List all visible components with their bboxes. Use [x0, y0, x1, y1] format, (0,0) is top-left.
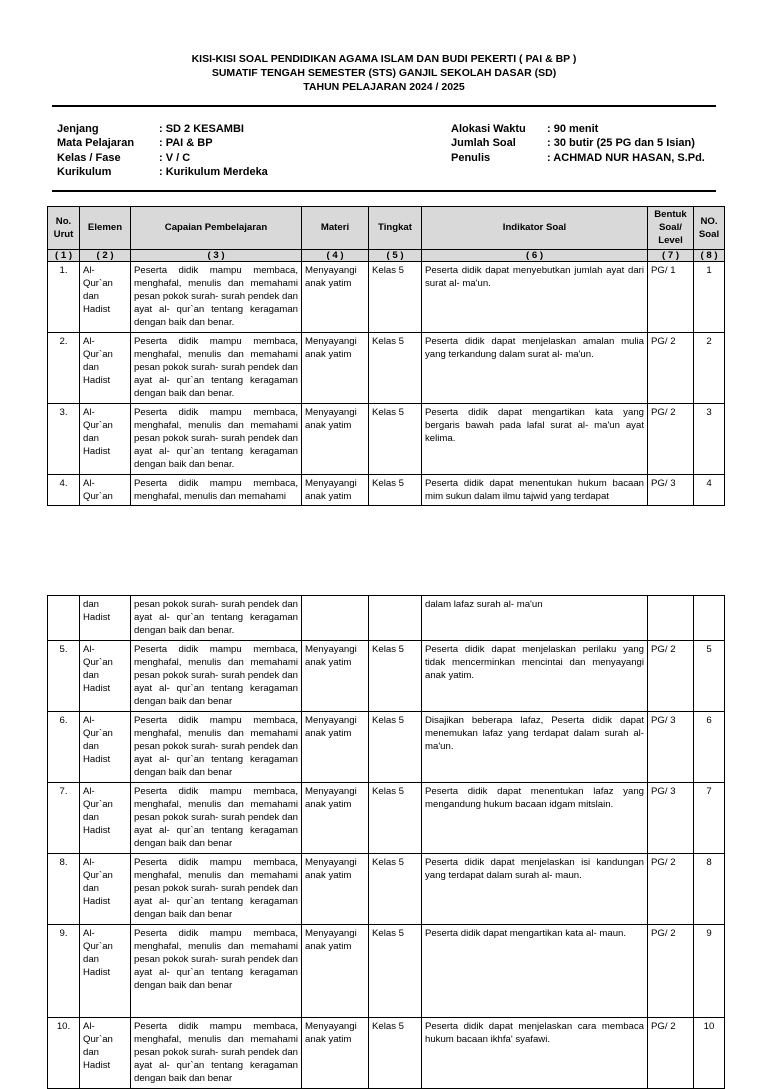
cell-bentuk: PG/ 2 — [648, 1017, 694, 1088]
cell-no-soal: 7 — [694, 782, 725, 853]
cell-indikator: Peserta didik dapat menentukan hukum bacaan mim sukun dalam ilmu tajwid yang terdapat — [422, 474, 648, 505]
cell-elemen: Al- Qur`an dan Hadist — [80, 782, 131, 853]
cell-no: 9. — [48, 924, 80, 1017]
cell-bentuk: PG/ 2 — [648, 640, 694, 711]
cell-indikator: Peserta didik dapat mengartikan kata al- maun. — [422, 924, 648, 1017]
cell-bentuk: PG/ 2 — [648, 332, 694, 403]
cell-bentuk: PG/ 2 — [648, 403, 694, 474]
cell-materi — [302, 596, 369, 641]
colnum-8: ( 8 ) — [694, 249, 725, 261]
cell-bentuk: PG/ 3 — [648, 711, 694, 782]
colnum-5: ( 5 ) — [369, 249, 422, 261]
cell-tingkat: Kelas 5 — [369, 332, 422, 403]
cell-materi: Menyayangi anak yatim — [302, 782, 369, 853]
cell-no-soal: 5 — [694, 640, 725, 711]
table-row — [48, 332, 725, 403]
top-rule — [52, 105, 716, 107]
cell-indikator: Peserta didik dapat menjelaskan perilaku yang tidak mencerminkan mencintai dan menyayangi anak yatim. — [422, 640, 648, 711]
cell-no: 3. — [48, 403, 80, 474]
cell-elemen: Al- Qur`an dan Hadist — [80, 261, 131, 332]
cell-capaian: Peserta didik mampu membaca, menghafal, menulis dan memahami pesan pokok surah- surah pendek dan ayat al- qur`an tentang keragaman dengan baik dan benar. — [131, 261, 302, 332]
doc-title-line2: SUMATIF TENGAH SEMESTER (STS) GANJIL SEKOLAH DASAR (SD) — [211, 67, 557, 79]
cell-bentuk: PG/ 2 — [648, 924, 694, 1017]
cell-materi: Menyayangi anak yatim — [302, 403, 369, 474]
th-no-urut: No. Urut — [48, 207, 80, 250]
cell-no-soal: 1 — [694, 261, 725, 332]
cell-tingkat: Kelas 5 — [369, 782, 422, 853]
cell-bentuk: PG/ 1 — [648, 261, 694, 332]
kisi-table-page1 — [47, 206, 725, 506]
table-row — [48, 1017, 725, 1088]
kisi-table-page2 — [47, 595, 725, 1089]
cell-indikator: Peserta didik dapat mengartikan kata yang bergaris bawah pada lafal surat al- ma'un ayat kelima. — [422, 403, 648, 474]
colnum-6: ( 6 ) — [422, 249, 648, 261]
cell-no-soal: 10 — [694, 1017, 725, 1088]
cell-tingkat: Kelas 5 — [369, 261, 422, 332]
info-label-jenjang: Jenjang — [57, 123, 99, 135]
cell-no-soal: 2 — [694, 332, 725, 403]
cell-materi: Menyayangi anak yatim — [302, 640, 369, 711]
cell-capaian: Peserta didik mampu membaca, menghafal, menulis dan memahami pesan pokok surah- surah pendek dan ayat al- qur`an tentang keragaman dengan baik dan benar — [131, 782, 302, 853]
cell-elemen: Al- Qur`an — [80, 474, 131, 505]
cell-indikator: dalam lafaz surah al- ma'un — [422, 596, 648, 641]
cell-no: 4. — [48, 474, 80, 505]
info-label-mapel: Mata Pelajaran — [57, 137, 135, 150]
info-label-penulis: Penulis — [451, 151, 491, 164]
info-label-jumlah: Jumlah Soal — [451, 137, 516, 150]
cell-materi: Menyayangi anak yatim — [302, 924, 369, 1017]
table-row — [48, 474, 725, 505]
info-label-kelas: Kelas / Fase — [57, 151, 121, 164]
info-value-mapel: : PAI & BP — [159, 137, 213, 150]
th-capaian: Capaian Pembelajaran — [131, 207, 302, 250]
cell-bentuk: PG/ 2 — [648, 853, 694, 924]
info-label-alokasi: Alokasi Waktu — [451, 123, 526, 135]
cell-indikator: Disajikan beberapa lafaz, Peserta didik dapat menemukan lafaz yang terdapat dalam surah al- ma'un. — [422, 711, 648, 782]
cell-capaian: Peserta didik mampu membaca, menghafal, menulis dan memahami pesan pokok surah- surah pendek dan ayat al- qur`an tentang keragaman dengan baik dan benar — [131, 711, 302, 782]
info-value-alokasi: : 90 menit — [547, 123, 599, 135]
info-right-values — [547, 122, 705, 165]
bottom-rule — [52, 190, 716, 192]
cell-no: 1. — [48, 261, 80, 332]
cell-no-soal: 3 — [694, 403, 725, 474]
cell-materi: Menyayangi anak yatim — [302, 1017, 369, 1088]
cell-bentuk: PG/ 3 — [648, 474, 694, 505]
colnum-3: ( 3 ) — [131, 249, 302, 261]
colnum-7: ( 7 ) — [648, 249, 694, 261]
th-indikator: Indikator Soal — [422, 207, 648, 250]
th-elemen: Elemen — [80, 207, 131, 250]
cell-no-soal: 8 — [694, 853, 725, 924]
doc-title-line1: KISI-KISI SOAL PENDIDIKAN AGAMA ISLAM DAN BUDI PEKERTI ( PAI & BP ) — [191, 53, 577, 65]
cell-tingkat: Kelas 5 — [369, 474, 422, 505]
cell-indikator: Peserta didik dapat menjelaskan cara membaca hukum bacaan ikhfa' syafawi. — [422, 1017, 648, 1088]
cell-elemen: dan Hadist — [80, 596, 131, 641]
cell-no-soal: 9 — [694, 924, 725, 1017]
cell-tingkat — [369, 596, 422, 641]
cell-capaian: Peserta didik mampu membaca, menghafal, menulis dan memahami pesan pokok surah- surah pendek dan ayat al- qur`an tentang keragaman dengan baik dan benar — [131, 1017, 302, 1088]
cell-capaian: pesan pokok surah- surah pendek dan ayat al- qur`an tentang keragaman dengan baik dan benar. — [131, 596, 302, 641]
cell-capaian: Peserta didik mampu membaca, menghafal, menulis dan memahami pesan pokok surah- surah pendek dan ayat al- qur`an tentang keragaman dengan baik dan benar. — [131, 403, 302, 474]
cell-tingkat: Kelas 5 — [369, 853, 422, 924]
info-right-labels — [451, 122, 526, 165]
cell-no: 6. — [48, 711, 80, 782]
info-value-jenjang: : SD 2 KESAMBI — [159, 123, 244, 135]
cell-no: 7. — [48, 782, 80, 853]
info-value-kurikulum: : Kurikulum Merdeka — [159, 165, 268, 178]
info-value-kelas: : V / C — [159, 151, 191, 164]
cell-no: 5. — [48, 640, 80, 711]
cell-elemen: Al- Qur`an dan Hadist — [80, 924, 131, 1017]
cell-no-soal: 4 — [694, 474, 725, 505]
table-colnum-row — [48, 249, 725, 261]
cell-tingkat: Kelas 5 — [369, 711, 422, 782]
doc-title-line3: TAHUN PELAJARAN 2024 / 2025 — [303, 81, 465, 93]
info-label-kurikulum: Kurikulum — [57, 165, 112, 178]
cell-no — [48, 596, 80, 641]
cell-indikator: Peserta didik dapat menjelaskan isi kandungan yang terdapat dalam surah al- maun. — [422, 853, 648, 924]
cell-indikator: Peserta didik dapat menyebutkan jumlah ayat dari surat al- ma'un. — [422, 261, 648, 332]
cell-elemen: Al- Qur`an dan Hadist — [80, 332, 131, 403]
table-header-row — [48, 207, 725, 250]
cell-elemen: Al- Qur`an dan Hadist — [80, 403, 131, 474]
cell-capaian: Peserta didik mampu membaca, menghafal, menulis dan memahami pesan pokok surah- surah pendek dan ayat al- qur`an tentang keragaman dengan baik dan benar — [131, 924, 302, 1017]
cell-elemen: Al- Qur`an dan Hadist — [80, 640, 131, 711]
cell-indikator: Peserta didik dapat menentukan lafaz yang mengandung hukum bacaan idgam mitslain. — [422, 782, 648, 853]
th-materi: Materi — [302, 207, 369, 250]
cell-materi: Menyayangi anak yatim — [302, 711, 369, 782]
info-left-values — [159, 122, 268, 179]
cell-indikator: Peserta didik dapat menjelaskan amalan mulia yang terkandung dalam surat al- ma'un. — [422, 332, 648, 403]
table-row — [48, 261, 725, 332]
cell-elemen: Al- Qur`an dan Hadist — [80, 711, 131, 782]
info-value-jumlah: : 30 butir (25 PG dan 5 Isian) — [547, 137, 695, 150]
cell-capaian: Peserta didik mampu membaca, menghafal, menulis dan memahami — [131, 474, 302, 505]
cell-no: 2. — [48, 332, 80, 403]
th-tingkat: Tingkat — [369, 207, 422, 250]
table-row — [48, 924, 725, 1017]
cell-bentuk: PG/ 3 — [648, 782, 694, 853]
table-row — [48, 640, 725, 711]
cell-capaian: Peserta didik mampu membaca, menghafal, menulis dan memahami pesan pokok surah- surah pendek dan ayat al- qur`an tentang keragaman dengan baik dan benar — [131, 640, 302, 711]
cell-bentuk — [648, 596, 694, 641]
cell-tingkat: Kelas 5 — [369, 403, 422, 474]
cell-tingkat: Kelas 5 — [369, 1017, 422, 1088]
cell-tingkat: Kelas 5 — [369, 924, 422, 1017]
cell-tingkat: Kelas 5 — [369, 640, 422, 711]
info-left-labels — [57, 122, 134, 179]
cell-no-soal: 6 — [694, 711, 725, 782]
colnum-4: ( 4 ) — [302, 249, 369, 261]
colnum-2: ( 2 ) — [80, 249, 131, 261]
table-row — [48, 782, 725, 853]
cell-capaian: Peserta didik mampu membaca, menghafal, menulis dan memahami pesan pokok surah- surah pendek dan ayat al- qur`an tentang keragaman dengan baik dan benar. — [131, 332, 302, 403]
cell-capaian: Peserta didik mampu membaca, menghafal, menulis dan memahami pesan pokok surah- surah pendek dan ayat al- qur`an tentang keragaman dengan baik dan benar — [131, 853, 302, 924]
table-row — [48, 853, 725, 924]
cell-materi: Menyayangi anak yatim — [302, 261, 369, 332]
colnum-1: ( 1 ) — [48, 249, 80, 261]
th-no-soal: NO. Soal — [694, 207, 725, 250]
table-row — [48, 403, 725, 474]
cell-materi: Menyayangi anak yatim — [302, 853, 369, 924]
cell-elemen: Al- Qur`an dan Hadist — [80, 853, 131, 924]
cell-no-soal — [694, 596, 725, 641]
cell-no: 8. — [48, 853, 80, 924]
table-row — [48, 711, 725, 782]
info-value-penulis: : ACHMAD NUR HASAN, S.Pd. — [547, 151, 705, 164]
th-bentuk: Bentuk Soal/ Level — [648, 207, 694, 250]
cell-elemen: Al- Qur`an dan Hadist — [80, 1017, 131, 1088]
cell-materi: Menyayangi anak yatim — [302, 332, 369, 403]
table-row — [48, 596, 725, 641]
cell-materi: Menyayangi anak yatim — [302, 474, 369, 505]
cell-no: 10. — [48, 1017, 80, 1088]
